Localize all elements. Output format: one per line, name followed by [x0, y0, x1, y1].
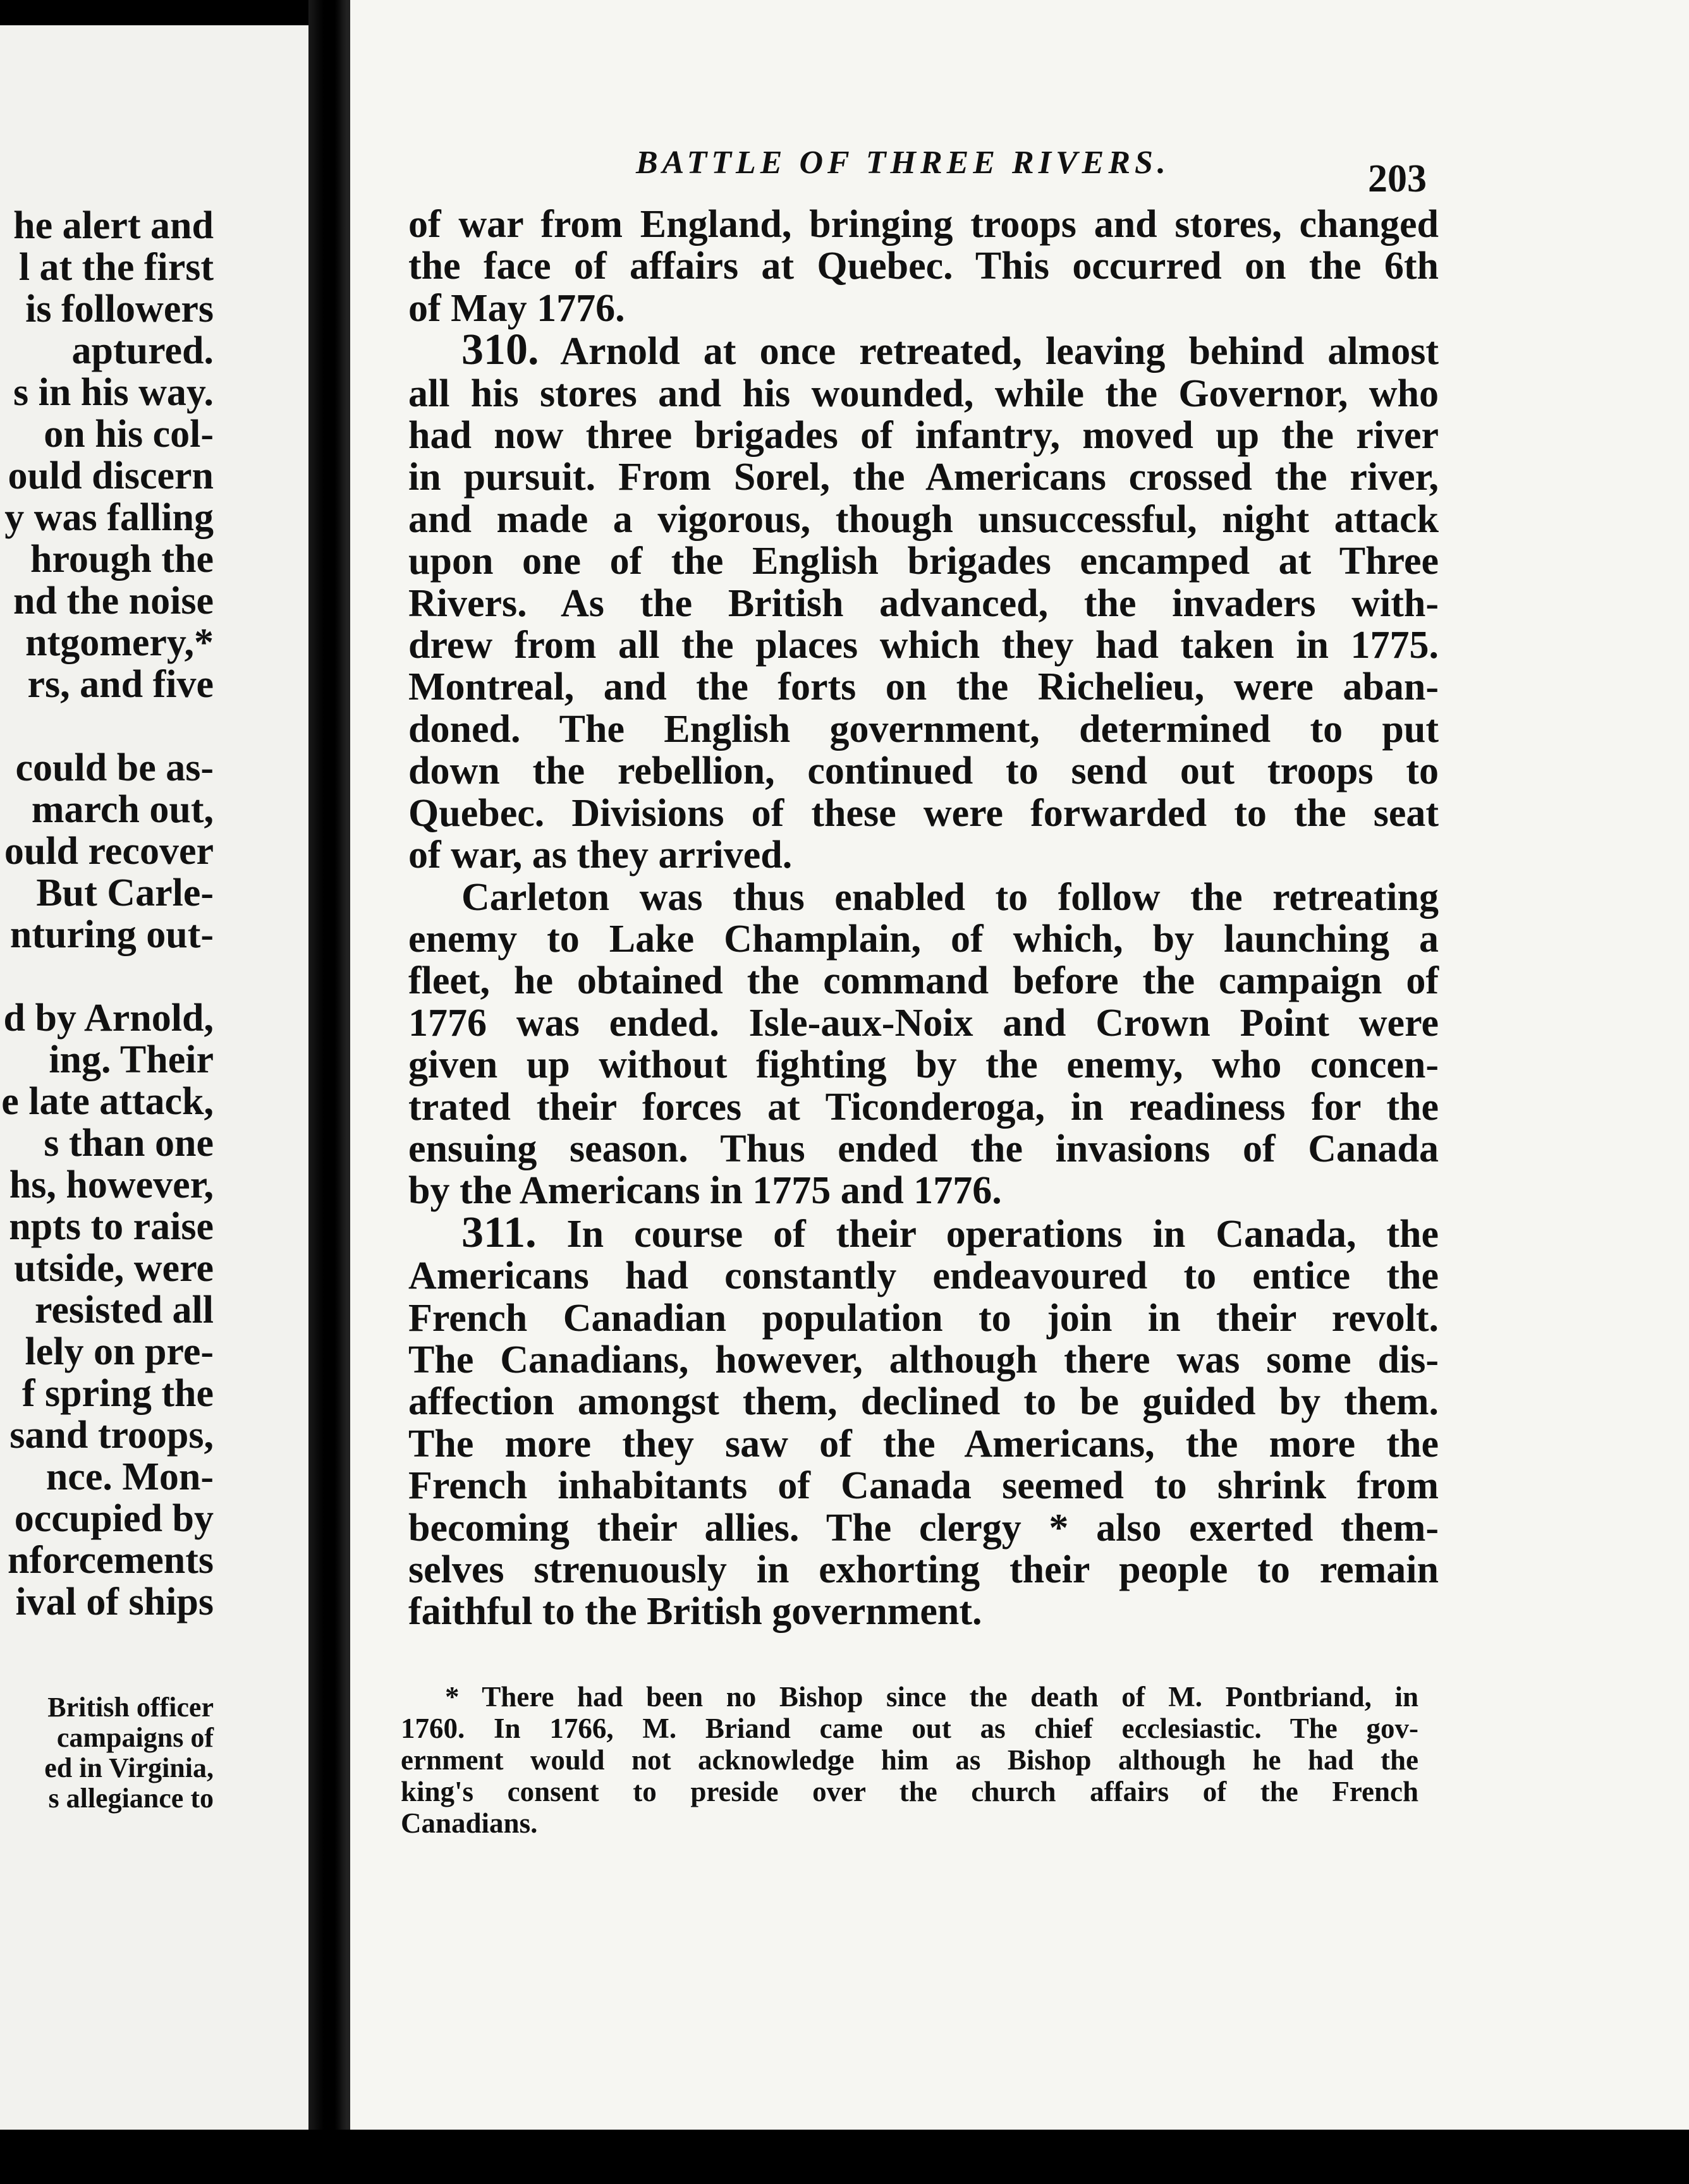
facing-page-line: he alert and [13, 204, 214, 247]
footnote-line: king's consent to preside over the church affairs of the French [401, 1776, 1418, 1807]
text-line: upon one of the English brigades encamped at Three [408, 540, 1439, 583]
text-line: of war, as they arrived. [408, 834, 793, 877]
text-line: Rivers. As the British advanced, the invaders with- [408, 581, 1439, 625]
facing-page-line: on his col- [44, 413, 214, 456]
facing-page-line: hs, however, [9, 1163, 214, 1206]
text-line: Arnold at once retreated, leaving behind almost [560, 330, 1439, 373]
facing-page-line: y was falling [4, 496, 214, 539]
facing-page-line: hrough the [30, 538, 214, 581]
facing-page-line: rs, and five [27, 663, 214, 706]
facing-page-line: lely on pre- [25, 1330, 214, 1373]
facing-page-fragment [0, 25, 308, 2130]
facing-page-line: f spring the [21, 1372, 214, 1415]
text-line: affection amongst them, declined to be guided by them. [408, 1380, 1439, 1424]
scan-border-bottom [0, 2130, 1689, 2184]
text-line: drew from all the places which they had taken in 1775. [408, 624, 1439, 667]
text-line: fleet, he obtained the command before the campaign of [408, 959, 1439, 1003]
facing-page-line: ould discern [8, 454, 214, 497]
footnote-line: 1760. In 1766, M. Briand came out as chief ecclesiastic. The gov- [401, 1713, 1418, 1744]
facing-page-line: nturing out- [9, 913, 214, 956]
facing-page-line: d by Arnold, [3, 997, 214, 1040]
text-line: selves strenuously in exhorting their people to remain [408, 1548, 1439, 1591]
facing-page-line: ival of ships [15, 1580, 214, 1623]
footnote-line: ernment would not acknowledge him as Bishop although he had the [401, 1744, 1418, 1776]
text-line: the face of affairs at Quebec. This occurred on the 6th [408, 245, 1439, 288]
footnote-line: Canadians. [401, 1807, 538, 1839]
facing-page-line: ntgomery,* [25, 621, 214, 664]
text-line: French Canadian population to join in their revolt. [408, 1296, 1439, 1340]
text-line: enemy to Lake Champlain, of which, by launching a [408, 917, 1439, 961]
text-line: French inhabitants of Canada seemed to shrink from [408, 1464, 1439, 1508]
text-line: had now three brigades of infantry, moved up the river [408, 414, 1439, 458]
facing-page-footnote-line: s allegiance to [48, 1783, 214, 1814]
facing-page-line: l at the first [18, 246, 214, 289]
facing-page-line: sand troops, [9, 1414, 214, 1457]
page-number: 203 [1368, 157, 1427, 200]
text-line: Carleton was thus enabled to follow the retreating [461, 875, 1439, 919]
text-line: The Canadians, however, although there was some dis- [408, 1338, 1439, 1381]
text-line: faithful to the British government. [408, 1590, 982, 1634]
body-text [408, 203, 1439, 1633]
text-line: ensuing season. Thus ended the invasions of Canada [408, 1127, 1439, 1170]
facing-page-line: resisted all [35, 1289, 214, 1332]
facing-page-line: aptured. [71, 329, 214, 372]
paragraph-number: 311. [461, 1208, 537, 1257]
facing-page-line: But Carle- [36, 871, 214, 914]
facing-page-line: nce. Mon- [46, 1455, 214, 1498]
facing-page-line: nforcements [8, 1539, 214, 1582]
facing-page-line: npts to raise [9, 1205, 214, 1248]
text-line: trated their forces at Ticonderoga, in readiness for the [408, 1085, 1439, 1129]
text-line: in pursuit. From Sorel, the Americans crossed the river, [408, 456, 1439, 499]
text-line: of war from England, bringing troops and stores, changed [408, 203, 1439, 246]
facing-page-line: s than one [44, 1122, 214, 1165]
main-page [346, 0, 1689, 2184]
facing-page-line: s in his way. [13, 371, 214, 414]
facing-page-line: nd the noise [13, 579, 214, 622]
facing-page-line: e late attack, [1, 1080, 214, 1123]
paragraph-number: 310. [461, 325, 539, 375]
paragraph-310-first-line [408, 325, 1439, 375]
paragraph-311-first-line [408, 1208, 1439, 1257]
text-line: down the rebellion, continued to send out troops to [408, 749, 1439, 793]
facing-page-line: utside, were [14, 1247, 214, 1290]
facing-page-line: ing. Their [49, 1038, 214, 1081]
text-line: Montreal, and the forts on the Richelieu, were aban- [408, 665, 1439, 709]
text-line: doned. The English government, determined to put [408, 707, 1439, 751]
facing-page-line: march out, [31, 788, 214, 831]
text-line: Quebec. Divisions of these were forwarded to the seat [408, 791, 1439, 835]
text-line: 1776 was ended. Isle-aux-Noix and Crown Point were [408, 1001, 1439, 1045]
text-line: of May 1776. [408, 286, 625, 330]
text-line: becoming their allies. The clergy * also exerted them- [408, 1506, 1439, 1550]
text-line: The more they saw of the Americans, the more the [408, 1422, 1439, 1465]
facing-page-line: is followers [25, 288, 214, 331]
running-head: BATTLE OF THREE RIVERS. [636, 145, 1170, 181]
text-line: Americans had constantly endeavoured to entice the [408, 1254, 1439, 1298]
text-line: given up without fighting by the enemy, who concen- [408, 1043, 1439, 1087]
facing-page-footnote-line: campaigns of [56, 1722, 214, 1753]
facing-page-line: occupied by [14, 1497, 214, 1540]
facing-page-line: ould recover [4, 830, 214, 873]
footnote [401, 1681, 1418, 1839]
facing-page-footnote-line: ed in Virginia, [44, 1752, 214, 1783]
facing-page-footnote-line: British officer [47, 1692, 214, 1723]
text-line: In course of their operations in Canada, the [566, 1212, 1439, 1256]
text-line: and made a vigorous, though unsuccessful, night attack [408, 497, 1439, 541]
facing-page-line: could be as- [15, 746, 214, 789]
book-gutter [308, 0, 346, 2184]
footnote-line: * There had been no Bishop since the death of M. Pontbriand, in [445, 1681, 1418, 1713]
text-line: by the Americans in 1775 and 1776. [408, 1169, 1002, 1213]
text-line: all his stores and his wounded, while the Governor, who [408, 372, 1439, 415]
